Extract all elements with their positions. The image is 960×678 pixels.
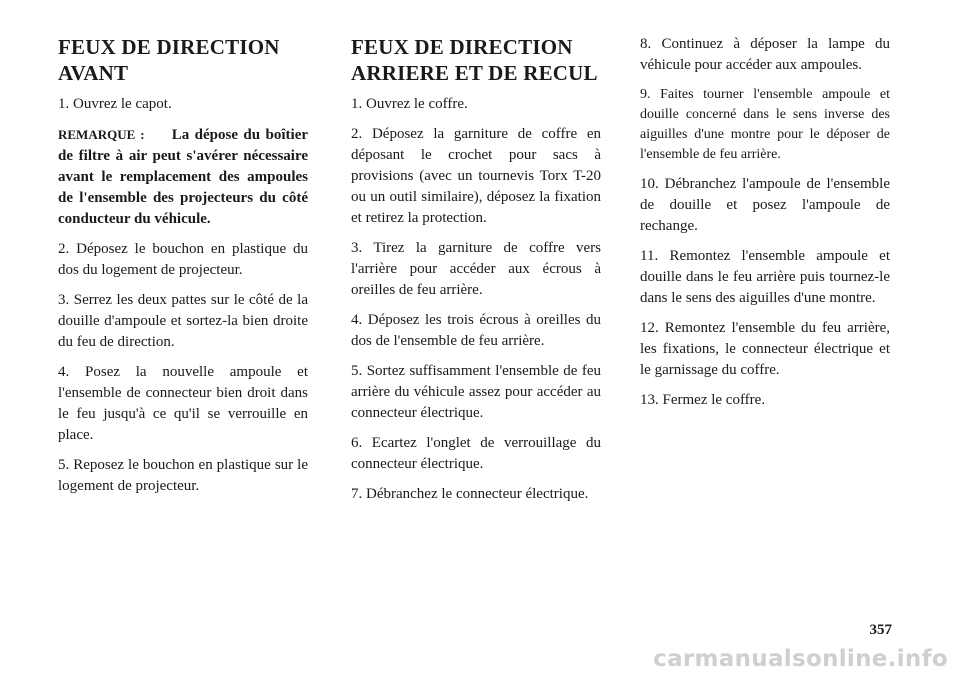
step-2: 2. Déposez la garniture de coffre en déposant le crochet pour sacs à provisions (avec un tournevis Torx T-20 ou un outil similaire), déposez la fixation et retirez la protection. [351,126,601,226]
left-column [58,34,308,506]
step-10: 10. Débranchez l'ampoule de l'ensemble de douille et posez l'ampoule de rechange. [640,176,890,234]
step-13: 13. Fermez le coffre. [640,392,766,408]
remark [58,124,308,230]
step-11: 11. Remontez l'ensemble ampoule et douille dans le feu arrière puis tournez-le dans le sens des aiguilles d'une montre. [640,248,890,306]
title-line-2: ARRIERE ET DE RECUL [351,61,598,85]
step-9: 9. Faites tourner l'ensemble ampoule et douille concerné dans le sens inverse des aiguilles d'une montre pour le déposer de l'ensemble de feu arrière. [640,87,890,162]
step-5: 5. Sortez suffisamment l'ensemble de feu arrière du véhicule assez pour accéder au connecteur électrique. [351,363,601,421]
remark-text: La dépose du boîtier de filtre à air peut s'avérer nécessaire avant le remplacement des ampoules de l'ensemble des projecteurs du côté conducteur du véhicule. [58,127,309,227]
step-1: 1. Ouvrez le capot. [58,96,172,112]
right-column [640,34,890,420]
page-number: 357 [869,622,892,638]
step-3: 3. Serrez les deux pattes sur le côté de la douille d'ampoule et sortez-la bien droite du feu de direction. [58,292,308,350]
step-12: 12. Remontez l'ensemble du feu arrière, les fixations, le connecteur électrique et le garnissage du coffre. [640,320,890,378]
middle-column [351,34,601,514]
step-3: 3. Tirez la garniture de coffre vers l'arrière pour accéder aux écrous à oreilles de feu arrière. [351,240,601,298]
step-1: 1. Ouvrez le coffre. [351,96,468,112]
step-6: 6. Ecartez l'onglet de verrouillage du connecteur électrique. [351,435,601,472]
title-line-2: AVANT [58,61,129,85]
step-8: 8. Continuez à déposer la lampe du véhicule pour accéder aux ampoules. [640,36,890,73]
step-4: 4. Posez la nouvelle ampoule et l'ensemble de connecteur bien droit dans le feu jusqu'à ce qu'il se verrouille en place. [58,364,308,443]
watermark: carmanualsonline.info [653,646,948,672]
title-line-1: FEUX DE DIRECTION [351,35,573,59]
section-title-rear-turn-signals [351,34,601,86]
remark-label: REMARQUE : [58,127,145,142]
title-line-1: FEUX DE DIRECTION [58,35,280,59]
step-7: 7. Débranchez le connecteur électrique. [351,486,589,502]
step-2: 2. Déposez le bouchon en plastique du dos du logement de projecteur. [58,241,308,278]
step-4: 4. Déposez les trois écrous à oreilles du dos de l'ensemble de feu arrière. [351,312,601,349]
section-title-front-turn-signals [58,34,308,86]
step-5: 5. Reposez le bouchon en plastique sur le logement de projecteur. [58,457,308,494]
